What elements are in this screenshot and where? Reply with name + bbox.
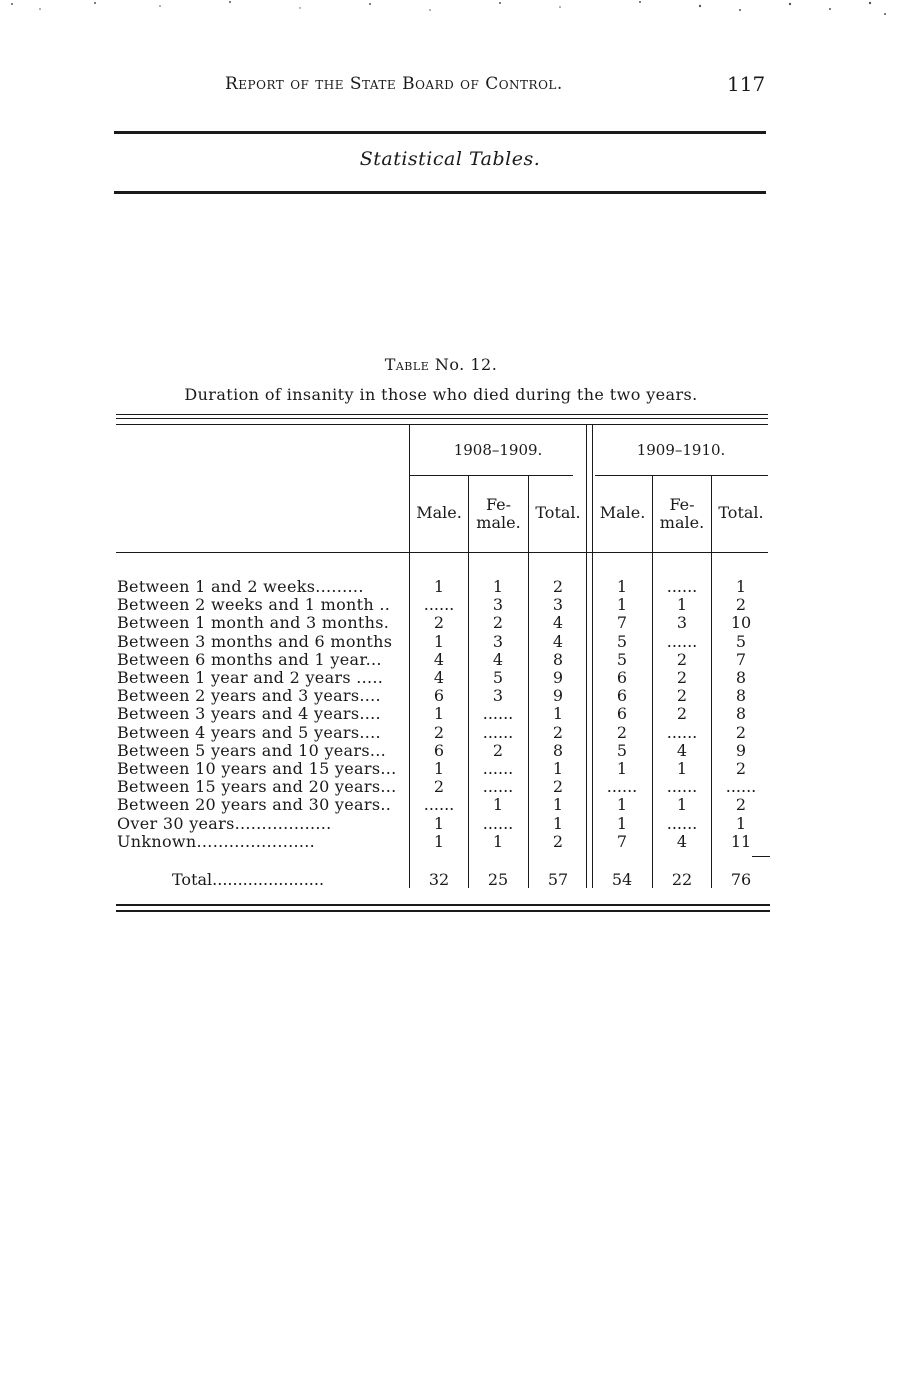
row-label: Between 20 years and 30 years.. — [117, 795, 392, 814]
cell-total-1909: 11 — [730, 832, 752, 851]
cell-total-1908: 9 — [552, 668, 564, 687]
col-female-line-2: male. — [476, 513, 521, 532]
table-row — [0, 632, 900, 650]
cell-female-1908: 1 — [492, 577, 504, 596]
cell-female-1908: ...... — [482, 759, 514, 778]
cell-total-1909: 5 — [735, 632, 747, 651]
cell-male-1909: 1 — [616, 595, 628, 614]
cell-female-1908: 3 — [492, 632, 504, 651]
cell-total-1908: 1 — [552, 704, 564, 723]
row-label: Between 1 month and 3 months. — [117, 613, 390, 632]
period-rule — [410, 475, 573, 476]
cell-female-1908: 1 — [492, 795, 504, 814]
cell-male-1908: 2 — [433, 723, 445, 742]
section-title: Statistical Tables. — [359, 148, 541, 170]
cell-total-1908: 1 — [552, 795, 564, 814]
col-female-1908 — [469, 496, 528, 532]
cell-male-1908: 1 — [433, 632, 445, 651]
row-label: Unknown...................... — [117, 832, 316, 851]
total-male-1908: 32 — [428, 870, 450, 889]
cell-female-1908: 4 — [492, 650, 504, 669]
table-number-value: No. 12. — [434, 355, 498, 374]
header-bottom-rule — [116, 552, 768, 553]
row-label: Between 4 years and 5 years.... — [117, 723, 381, 742]
cell-male-1908: 6 — [433, 686, 445, 705]
row-label: Between 2 years and 3 years.... — [117, 686, 381, 705]
cell-total-1908: 2 — [552, 577, 564, 596]
table-caption: Duration of insanity in those who died during the two years. — [184, 385, 698, 404]
total-total-1909: 76 — [730, 870, 752, 889]
table-row — [0, 613, 900, 631]
row-label: Between 1 and 2 weeks......... — [117, 577, 364, 596]
cell-female-1908: 3 — [492, 595, 504, 614]
cell-male-1909: 5 — [616, 632, 628, 651]
cell-male-1909: 7 — [616, 613, 628, 632]
table-row — [0, 832, 900, 850]
cell-female-1909: 2 — [676, 650, 688, 669]
cell-female-1909: 2 — [676, 686, 688, 705]
cell-total-1909: 9 — [735, 741, 747, 760]
cell-total-1908: 4 — [552, 632, 564, 651]
cell-male-1909: 1 — [616, 759, 628, 778]
row-label: Between 15 years and 20 years... — [117, 777, 397, 796]
cell-female-1909: 1 — [676, 795, 688, 814]
cell-female-1909: 2 — [676, 704, 688, 723]
total-label: Total...................... — [172, 870, 325, 889]
cell-total-1909: 2 — [735, 595, 747, 614]
cell-male-1909: 1 — [616, 814, 628, 833]
cell-female-1909: ...... — [666, 577, 698, 596]
cell-female-1908: 5 — [492, 668, 504, 687]
cell-male-1909: 1 — [616, 795, 628, 814]
cell-female-1908: 3 — [492, 686, 504, 705]
table-number — [0, 355, 882, 374]
row-label: Between 1 year and 2 years ..... — [117, 668, 384, 687]
table-bottom-rule-2 — [116, 910, 770, 912]
scan-noise — [0, 0, 900, 40]
cell-total-1908: 1 — [552, 759, 564, 778]
col-male-1908: Male. — [416, 503, 462, 522]
cell-total-1909: 10 — [730, 613, 752, 632]
period-rule — [595, 475, 768, 476]
running-title: Report of the State Board of Control. — [225, 74, 563, 94]
total-total-1908: 57 — [547, 870, 569, 889]
row-label: Over 30 years.................. — [117, 814, 332, 833]
cell-total-1909: 8 — [735, 668, 747, 687]
cell-total-1908: 8 — [552, 741, 564, 760]
cell-total-1909: 8 — [735, 704, 747, 723]
cell-total-1908: 9 — [552, 686, 564, 705]
header-rule-top — [114, 131, 766, 134]
cell-total-1908: 8 — [552, 650, 564, 669]
table-row — [0, 650, 900, 668]
table-top-rule-3 — [116, 424, 768, 425]
table-row — [0, 704, 900, 722]
cell-male-1909: 6 — [616, 704, 628, 723]
cell-female-1909: 2 — [676, 668, 688, 687]
cell-female-1909: 1 — [676, 759, 688, 778]
col-male-1909: Male. — [599, 503, 646, 522]
cell-male-1909: 5 — [616, 650, 628, 669]
cell-female-1909: 4 — [676, 832, 688, 851]
table-row — [0, 595, 900, 613]
cell-male-1909: 6 — [616, 686, 628, 705]
cell-male-1908: 1 — [433, 577, 445, 596]
cell-total-1909: 1 — [735, 577, 747, 596]
total-male-1909: 54 — [611, 870, 633, 889]
cell-total-1909: 2 — [735, 759, 747, 778]
header-rule-bottom — [114, 191, 766, 194]
page-number: 117 — [727, 72, 766, 96]
cell-total-1909: ...... — [725, 777, 757, 796]
cell-total-1908: 3 — [552, 595, 564, 614]
cell-female-1908: 1 — [492, 832, 504, 851]
cell-male-1908: 2 — [433, 777, 445, 796]
cell-female-1908: 2 — [492, 613, 504, 632]
total-female-1908: 25 — [487, 870, 509, 889]
row-label: Between 3 years and 4 years.... — [117, 704, 381, 723]
cell-total-1908: 2 — [552, 832, 564, 851]
table-top-rule-1 — [116, 414, 768, 415]
cell-female-1908: 2 — [492, 741, 504, 760]
period-header-1909: 1909–1910. — [636, 441, 726, 459]
col-total-1908: Total. — [535, 503, 581, 522]
cell-female-1908: ...... — [482, 777, 514, 796]
table-row — [0, 759, 900, 777]
cell-male-1909: ...... — [606, 777, 638, 796]
cell-male-1909: 6 — [616, 668, 628, 687]
cell-total-1908: 2 — [552, 723, 564, 742]
table-row — [0, 741, 900, 759]
cell-male-1908: 6 — [433, 741, 445, 760]
col-female-line-2: male. — [659, 513, 705, 532]
table-row-total — [0, 870, 900, 888]
cell-total-1909: 2 — [735, 795, 747, 814]
table-row — [0, 723, 900, 741]
cell-male-1908: 1 — [433, 759, 445, 778]
cell-male-1908: ...... — [423, 595, 455, 614]
cell-female-1909: 4 — [676, 741, 688, 760]
cell-female-1908: ...... — [482, 814, 514, 833]
cell-male-1909: 1 — [616, 577, 628, 596]
table-row — [0, 814, 900, 832]
table-row — [0, 577, 900, 595]
cell-total-1909: 7 — [735, 650, 747, 669]
col-total-1909: Total. — [718, 503, 764, 522]
cell-male-1908: ...... — [423, 795, 455, 814]
cell-male-1909: 2 — [616, 723, 628, 742]
row-label: Between 5 years and 10 years... — [117, 741, 387, 760]
cell-male-1908: 1 — [433, 832, 445, 851]
total-sum-rule — [752, 856, 770, 857]
cell-total-1908: 2 — [552, 777, 564, 796]
cell-male-1908: 4 — [433, 668, 445, 687]
cell-female-1909: ...... — [666, 723, 698, 742]
cell-male-1909: 5 — [616, 741, 628, 760]
cell-male-1908: 1 — [433, 814, 445, 833]
row-label: Between 6 months and 1 year... — [117, 650, 382, 669]
total-female-1909: 22 — [671, 870, 693, 889]
cell-total-1908: 1 — [552, 814, 564, 833]
cell-male-1908: 4 — [433, 650, 445, 669]
cell-total-1908: 4 — [552, 613, 564, 632]
cell-total-1909: 8 — [735, 686, 747, 705]
table-row — [0, 686, 900, 704]
row-label: Between 10 years and 15 years... — [117, 759, 397, 778]
cell-female-1909: 3 — [676, 613, 688, 632]
cell-male-1908: 2 — [433, 613, 445, 632]
table-row — [0, 777, 900, 795]
cell-female-1909: 1 — [676, 595, 688, 614]
cell-total-1909: 2 — [735, 723, 747, 742]
cell-female-1908: ...... — [482, 723, 514, 742]
cell-male-1909: 7 — [616, 832, 628, 851]
table-row — [0, 668, 900, 686]
table-bottom-rule-1 — [116, 904, 770, 906]
row-label: Between 3 months and 6 months — [117, 632, 393, 651]
cell-female-1909: ...... — [666, 632, 698, 651]
cell-female-1909: ...... — [666, 777, 698, 796]
period-header-1908: 1908–1909. — [453, 441, 543, 459]
col-female-line-1: Fe- — [485, 495, 512, 514]
row-label: Between 2 weeks and 1 month .. — [117, 595, 391, 614]
cell-female-1908: ...... — [482, 704, 514, 723]
cell-female-1909: ...... — [666, 814, 698, 833]
cell-total-1909: 1 — [735, 814, 747, 833]
col-female-1909 — [653, 496, 711, 532]
table-row — [0, 795, 900, 813]
cell-male-1908: 1 — [433, 704, 445, 723]
table-top-rule-2 — [116, 418, 768, 419]
table-number-prefix: Table — [384, 355, 430, 374]
col-female-line-1: Fe- — [669, 495, 695, 514]
